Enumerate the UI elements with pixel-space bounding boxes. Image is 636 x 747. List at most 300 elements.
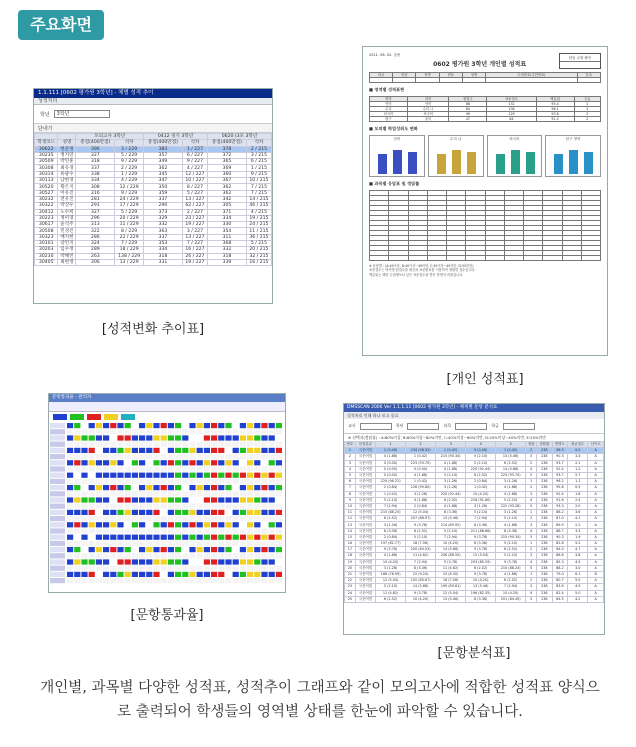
pass-cell (110, 497, 116, 502)
table-cell: 4 (1.68) (436, 503, 466, 509)
pass-cell (74, 522, 80, 527)
table-cell: 313 (76, 222, 115, 228)
table-cell: A (588, 497, 604, 503)
table-cell: 6 / 215 (246, 159, 271, 165)
table-cell: 222 (93.28) (496, 503, 526, 509)
score-cell: 132 (487, 102, 536, 107)
table-cell: 1 / 229 (115, 171, 144, 177)
table-cell: A (588, 491, 604, 497)
filter-select[interactable] (360, 423, 392, 430)
pass-cell (211, 497, 217, 502)
pass-cell (204, 578, 210, 583)
table-cell: 13 (5.46) (496, 454, 526, 460)
pass-cell (110, 547, 116, 552)
pass-cell (182, 423, 188, 428)
pass-cell (110, 491, 116, 496)
score-cell: 47 (449, 117, 487, 122)
pass-cell (103, 423, 109, 428)
table-cell: 30203 (35, 247, 58, 253)
pass-cell (168, 553, 174, 558)
pass-cell (182, 442, 188, 447)
table-cell: 9 (3.78) (466, 534, 496, 540)
score-cell: 외국어 (370, 112, 408, 117)
table-cell: 228 (95.80) (406, 485, 436, 491)
menu-bar[interactable]: 성적처리 (34, 98, 272, 105)
chart-plot (372, 142, 424, 176)
pass-cell (67, 522, 73, 527)
pass-cell (189, 504, 195, 509)
pass-cell (218, 429, 224, 434)
pass-cell (67, 559, 73, 564)
pass-cell (125, 578, 131, 583)
pass-cell (125, 466, 131, 471)
pass-cell (89, 466, 95, 471)
toolbar[interactable] (49, 402, 285, 412)
menu-bar[interactable]: 성적처리 인쇄 하나 보고 종료 (344, 412, 604, 419)
pass-cell (254, 460, 260, 465)
chart-bar (378, 154, 387, 174)
pass-cell (182, 578, 188, 583)
table-cell: 0.0 (568, 448, 588, 454)
table-cell: 1.8 (568, 491, 588, 497)
pass-cell (89, 442, 95, 447)
pass-cell (189, 553, 195, 558)
pass-cell (269, 485, 275, 490)
pass-cell (175, 510, 181, 515)
table-cell: 238 (537, 497, 553, 503)
pass-cell (67, 479, 73, 484)
pass-cell (175, 553, 181, 558)
pass-cell (89, 522, 95, 527)
item-section-title: ■ 과목별 응답표 및 정답률 (369, 181, 420, 186)
pass-cell (182, 485, 188, 490)
pass-cell (96, 516, 102, 521)
pass-cell (81, 522, 87, 527)
table-cell: 18 (7.56) (436, 578, 466, 584)
pass-cell (96, 547, 102, 552)
chart-title: 외국어 (509, 137, 520, 141)
table-cell: 7 (2.94) (466, 516, 496, 522)
pass-cell (218, 535, 224, 540)
table-cell: 4 (1.68) (496, 485, 526, 491)
table-cell: 84.5 (552, 596, 568, 602)
pass-cell (254, 528, 260, 533)
column-header: 1 (376, 442, 406, 448)
pass-cell (240, 510, 246, 515)
pass-cell (110, 541, 116, 546)
pass-cell (103, 535, 109, 540)
table-cell: 11 (4.62) (376, 590, 406, 596)
chart-bar (496, 154, 505, 174)
pass-cell (168, 504, 174, 509)
pass-cell (103, 553, 109, 558)
table-cell: 4 (1.68) (496, 522, 526, 528)
pass-cell (146, 553, 152, 558)
pass-cell (139, 559, 145, 564)
pass-cell (269, 460, 275, 465)
pass-cell (117, 479, 123, 484)
pass-cell (197, 473, 203, 478)
table-cell: 국문어법 (355, 584, 375, 590)
caption-pass-rate: [문항통과율] (130, 608, 204, 623)
table-cell: 95.8 (552, 485, 568, 491)
pass-cell (110, 448, 116, 453)
pass-cell (139, 572, 145, 577)
pass-cell (153, 547, 159, 552)
pass-cell (146, 516, 152, 521)
pass-cell (161, 572, 167, 577)
pass-cell (240, 541, 246, 546)
table-cell: 30308 (35, 165, 58, 171)
table-cell: 1 (0.42) (406, 454, 436, 460)
table-cell: 국문어법 (355, 491, 375, 497)
pass-cell (146, 466, 152, 471)
pass-cell (110, 510, 116, 515)
info-value (416, 78, 439, 83)
table-cell: 12 (5.04) (376, 578, 406, 584)
table-cell: 3 (1.26) (406, 491, 436, 497)
pass-cell (125, 485, 131, 490)
pass-cell (161, 448, 167, 453)
table-cell: 21 (345, 571, 356, 577)
pass-cell (254, 566, 260, 571)
pass-cell (225, 497, 231, 502)
pass-cell (146, 460, 152, 465)
table-cell: 24 / 215 (246, 222, 271, 228)
pass-cell (153, 423, 159, 428)
pass-cell (132, 547, 138, 552)
table-cell: 84.0 (552, 547, 568, 553)
table-cell: 국문어법 (355, 571, 375, 577)
table-cell: 96.2 (552, 479, 568, 485)
table-cell: 16 / 227 (182, 247, 207, 253)
info-value (577, 78, 600, 83)
pass-cell (218, 510, 224, 515)
table-cell: 4.2 (568, 596, 588, 602)
pass-cell (132, 566, 138, 571)
pass-cell (81, 510, 87, 515)
table-cell: 6 (2.52) (496, 547, 526, 553)
table-cell: 30520 (35, 184, 58, 190)
pass-cell (261, 572, 267, 577)
pass-cell (247, 485, 253, 490)
table-cell: 2 (526, 485, 537, 491)
column-header: 성명 (58, 140, 76, 146)
table-cell: 5 (2.10) (376, 584, 406, 590)
pass-cell (139, 504, 145, 509)
table-cell: 10 (4.20) (406, 596, 436, 602)
pass-cell (132, 541, 138, 546)
pass-cell (269, 528, 275, 533)
table-cell: A (588, 528, 604, 534)
pass-cell (117, 460, 123, 465)
score-cell: 2 (574, 117, 601, 122)
window-title: DMSSCAN 2006 Ver 1.1.1.11 [0602 평가원 3학년] - 체계별 문항 분석표 (344, 404, 604, 412)
pass-cell (254, 572, 260, 577)
table-cell: 286 (76, 234, 115, 240)
row-label (50, 578, 65, 583)
pass-cell (276, 572, 282, 577)
pass-cell (132, 497, 138, 502)
pass-cell (161, 460, 167, 465)
table-cell: 2 (526, 460, 537, 466)
pass-cell (182, 541, 188, 546)
table-cell: 7 (345, 485, 356, 491)
table-cell: 18 / 229 (115, 247, 144, 253)
pass-cell (204, 423, 210, 428)
pass-cell (218, 473, 224, 478)
table-cell: 2.0 (568, 503, 588, 509)
table-cell: 6 (2.52) (496, 578, 526, 584)
pass-cell (103, 479, 109, 484)
table-cell: 24 / 229 (115, 196, 144, 202)
pass-cell (261, 442, 267, 447)
pass-cell (110, 479, 116, 484)
pass-cell (67, 491, 73, 496)
pass-cell (189, 541, 195, 546)
pass-cell (139, 541, 145, 546)
pass-cell (161, 510, 167, 515)
pass-cell (96, 435, 102, 440)
pass-cell (139, 522, 145, 527)
pass-cell (225, 435, 231, 440)
pass-cell (81, 541, 87, 546)
pass-cell (110, 485, 116, 490)
pass-cell (189, 510, 195, 515)
pass-cell (117, 535, 123, 540)
table-cell: 210 (88.24) (376, 510, 406, 516)
pass-cell (96, 541, 102, 546)
table-cell: 199 (83.61) (436, 584, 466, 590)
table-cell: 국문어법 (355, 448, 375, 454)
table-cell: 3 (1.26) (376, 522, 406, 528)
pass-cell (247, 435, 253, 440)
pass-cell (139, 423, 145, 428)
pass-cell (168, 485, 174, 490)
table-cell: 11 / 215 (246, 228, 271, 234)
grade-select[interactable]: 3학년 (54, 110, 110, 118)
pass-cell (74, 559, 80, 564)
pass-cell (204, 504, 210, 509)
pass-cell (132, 454, 138, 459)
table-cell: 5 (2.10) (376, 497, 406, 503)
pass-cell (161, 485, 167, 490)
pass-cell (261, 485, 267, 490)
pass-cell (197, 435, 203, 440)
table-cell: 234 (98.32) (406, 448, 436, 454)
table-cell: 238 (537, 578, 553, 584)
table-cell: 5 (2.10) (466, 510, 496, 516)
table-cell: 3 (526, 491, 537, 497)
table-cell: 30508 (35, 228, 58, 234)
table-cell: 노수희 (58, 209, 76, 215)
pass-cell (189, 497, 195, 502)
column-header: 3 (436, 442, 466, 448)
pass-cell (161, 423, 167, 428)
pass-cell (96, 528, 102, 533)
table-cell: 1 / 227 (182, 146, 207, 152)
pass-cell (175, 423, 181, 428)
pass-cell (254, 479, 260, 484)
table-cell: 5 (526, 596, 537, 602)
item-cell (408, 256, 427, 261)
table-row[interactable] (345, 596, 604, 602)
table-cell: 3.4 (568, 454, 588, 460)
pass-cell (132, 460, 138, 465)
table-cell: 23 (345, 584, 356, 590)
description-text: 개인별, 과목별 다양한 성적표, 성적추이 그래프와 같이 모의고사에 적합한 성적표 양식으로 출력되어 학생들의 영역별 상태를 한눈에 파악할 수 있습니다. (40, 680, 600, 720)
pass-cell (132, 485, 138, 490)
pass-cell (110, 473, 116, 478)
pass-cell (189, 547, 195, 552)
table-cell: 9 (3.78) (376, 547, 406, 553)
pass-cell (247, 504, 253, 509)
pass-cell (168, 448, 174, 453)
pass-cell (204, 516, 210, 521)
table-cell: 238 (537, 565, 553, 571)
table-cell: 201 (84.45) (496, 596, 526, 602)
pass-cell (182, 497, 188, 502)
pass-cell (74, 566, 80, 571)
pass-cell (161, 504, 167, 509)
table-cell: 임수정 (58, 247, 76, 253)
table-cell: 16 (345, 541, 356, 547)
pass-cell (96, 497, 102, 502)
pass-cell (269, 491, 275, 496)
table-cell: 6 (2.52) (406, 528, 436, 534)
pass-cell (218, 504, 224, 509)
pass-cell (67, 423, 73, 428)
table-cell: 6 (2.52) (466, 565, 496, 571)
pass-cell (182, 566, 188, 571)
pass-cell (189, 479, 195, 484)
pass-cell (132, 528, 138, 533)
pass-cell (189, 559, 195, 564)
pass-cell (233, 553, 239, 558)
pass-cell (146, 423, 152, 428)
column-header: 변별도 (552, 442, 568, 448)
pass-cell (225, 559, 231, 564)
table-cell: 1 (0.42) (376, 491, 406, 497)
table-cell: 4 (526, 466, 537, 472)
pass-cell (153, 553, 159, 558)
pass-cell (161, 491, 167, 496)
table-cell: 9 / 229 (115, 159, 144, 165)
table-cell: 국문어법 (355, 479, 375, 485)
table-cell: 2 / 215 (246, 146, 271, 152)
pass-cell (247, 578, 253, 583)
pass-cell (225, 504, 231, 509)
table-cell: 30314 (35, 171, 58, 177)
pass-cell (175, 547, 181, 552)
item-cell (504, 256, 523, 261)
table-cell: 1 (526, 479, 537, 485)
pass-cell (81, 479, 87, 484)
table-cell: 3.3 (568, 528, 588, 534)
pass-cell (125, 429, 131, 434)
pass-cell (189, 535, 195, 540)
table-cell: 국문어법 (355, 547, 375, 553)
pass-cell (211, 566, 217, 571)
pass-cell (204, 435, 210, 440)
pass-cell (175, 572, 181, 577)
pass-cell (81, 473, 87, 478)
pass-cell (161, 522, 167, 527)
row-label (50, 442, 65, 447)
achievement-chart (428, 135, 484, 177)
pass-cell (225, 528, 231, 533)
table-cell: A (588, 559, 604, 565)
pass-cell (125, 516, 131, 521)
chart-bar (569, 150, 578, 174)
table-cell: 11 (4.62) (436, 565, 466, 571)
table-cell: 2.7 (568, 472, 588, 478)
info-value (439, 78, 462, 83)
pass-cell (261, 423, 267, 428)
pass-cell (182, 572, 188, 577)
pass-cell (168, 547, 174, 552)
pass-cell (125, 535, 131, 540)
pass-cell (110, 423, 116, 428)
table-cell: 8 (3.36) (466, 522, 496, 528)
table-cell: 311 (207, 234, 246, 240)
table-cell: 5 (526, 503, 537, 509)
pass-cell (89, 435, 95, 440)
pass-cell (81, 535, 87, 540)
score-cell: 138 (487, 107, 536, 112)
pass-cell (182, 504, 188, 509)
table-cell: 3.0 (568, 565, 588, 571)
pass-cell (254, 423, 260, 428)
pass-cell (175, 535, 181, 540)
table-cell: 5 (526, 534, 537, 540)
pass-cell (96, 578, 102, 583)
table-cell: 10 (4.20) (376, 559, 406, 565)
chart-plot (490, 142, 542, 176)
table-cell: 334 (207, 215, 246, 221)
pass-cell (67, 528, 73, 533)
table-cell: 2 / 227 (182, 209, 207, 215)
table-cell: 337 (76, 165, 115, 171)
pass-cell (175, 479, 181, 484)
table-cell: A (588, 547, 604, 553)
table-cell: 5 (345, 472, 356, 478)
achievement-chart (487, 135, 543, 177)
filter-select[interactable] (503, 423, 535, 430)
table-cell: 13 (345, 522, 356, 528)
pass-cell (161, 541, 167, 546)
pass-cell (103, 497, 109, 502)
table-cell: 82.8 (552, 541, 568, 547)
pass-cell (67, 572, 73, 577)
table-cell: 8 (3.36) (496, 528, 526, 534)
pass-cell (125, 497, 131, 502)
pass-cell (247, 541, 253, 546)
pass-cell (211, 442, 217, 447)
table-cell: 20 / 215 (246, 247, 271, 253)
pass-cell (261, 535, 267, 540)
score-cell: 93.8 (536, 112, 574, 117)
filter-select[interactable] (455, 423, 487, 430)
pass-cell (139, 448, 145, 453)
table-row[interactable] (35, 259, 272, 265)
filter-select[interactable] (407, 423, 439, 430)
pass-cell (153, 516, 159, 521)
pass-cell (117, 553, 123, 558)
pass-cell (261, 504, 267, 509)
pass-cell (139, 566, 145, 571)
table-cell: 238 (537, 590, 553, 596)
